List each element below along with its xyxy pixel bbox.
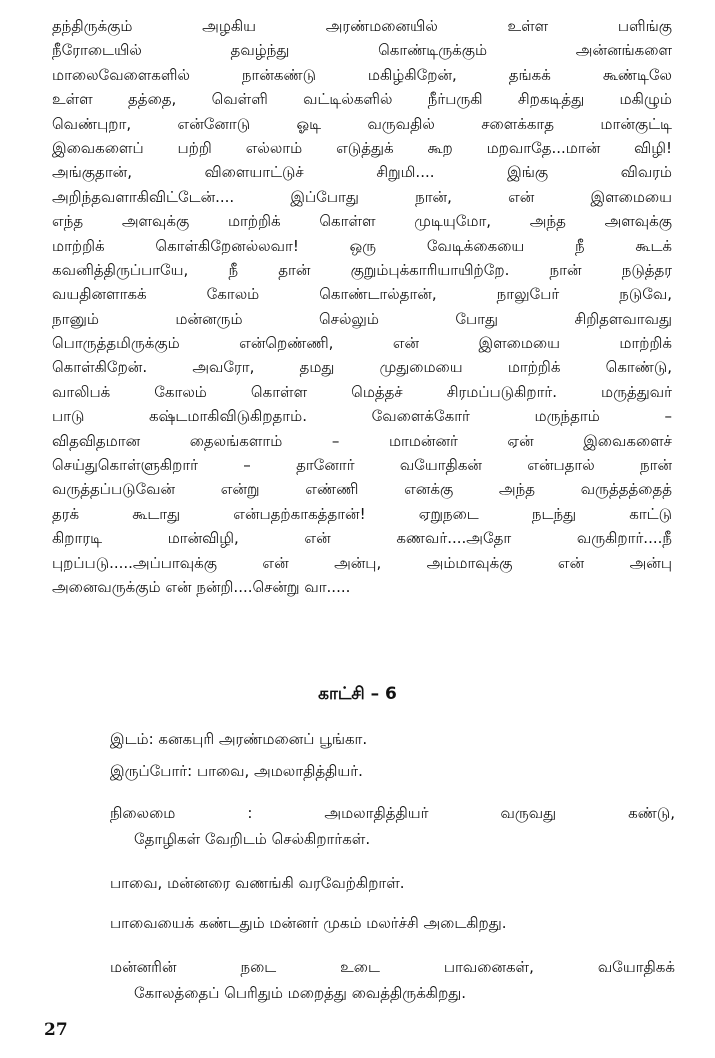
stage-direction-1 (110, 870, 675, 896)
text-line: உள்ள தத்தை, வெள்ளி வட்டில்களில் நீர்பருகி சிறகடித்து மகிழும் (52, 90, 672, 109)
scene-place-text: இடம்: கனகபுரி அரண்மனைப் பூங்கா. (110, 730, 368, 748)
text-line: அனைவருக்கும் என் நன்றி....சென்று வா..... (52, 577, 351, 596)
text-line: நானும் மன்னரும் செல்லும் போது சிறிதளவாவது (52, 309, 672, 328)
stage-direction-2 (110, 910, 675, 936)
stage-direction-3 (110, 954, 675, 1006)
scene-place (110, 726, 675, 752)
text-line: தந்திருக்கும் அழகிய அரண்மனையில் உள்ள பளிங்கு (52, 17, 672, 35)
scene-situation-line: நிலைமை : அமலாதித்தியர் வருவது கண்டு, (110, 804, 675, 822)
text-line: அறிந்தவளாகிவிட்டேன்.... இப்போது நான், என் இளமையை (52, 187, 672, 206)
stage-direction-line: கோலத்தைப் பெரிதும் மறைத்து வைத்திருக்கிறது. (134, 984, 467, 1002)
text-line: எந்த அளவுக்கு மாற்றிக் கொள்ள முடியுமோ, அந்த அளவுக்கு (52, 212, 672, 231)
scene-situation (110, 800, 675, 852)
text-line: வயதினளாகக் கோலம் கொண்டால்தான், நாலுபேர் நடுவே, (52, 285, 672, 304)
text-line: புறப்படு.....அப்பாவுக்கு என் அன்பு, அம்மாவுக்கு என் அன்பு (52, 553, 672, 572)
text-line: வெண்புறா, என்னோடு ஓடி வருவதில் சளைக்காத மான்குட்டி (52, 114, 672, 133)
scene-characters-text: இருப்போர்: பாவை, அமலாதித்தியர். (110, 762, 363, 780)
text-line: பொருத்தமிருக்கும் என்றெண்ணி, என் இளமையை மாற்றிக் (52, 334, 672, 353)
scene-characters (110, 758, 675, 784)
stage-direction-text: பாவை, மன்னரை வணங்கி வரவேற்கிறாள். (110, 874, 405, 892)
page-number: 27 (44, 1020, 68, 1040)
scene-heading: காட்சி – 6 (318, 684, 397, 704)
text-line: பாடு கஷ்டமாகிவிடுகிறதாம். வேளைக்கோர் மருந்தாம் – (52, 407, 672, 426)
text-line: நீரோடையில் தவழ்ந்து கொண்டிருக்கும் அன்னங்களை (52, 41, 672, 60)
text-line: மாற்றிக் கொள்கிறேனல்லவா! ஒரு வேடிக்கையை நீ கூடக் (52, 236, 672, 255)
text-line: கவனித்திருப்பாயே, நீ தான் குறும்புக்காரியாயிற்றே. நான் நடுத்தர (52, 260, 672, 279)
text-line: இவைகளைப் பற்றி எல்லாம் எடுத்துக் கூற மறவாதே...மான் விழி! (52, 138, 672, 157)
scene-situation-line: தோழிகள் வேறிடம் செல்கிறார்கள். (134, 830, 371, 848)
stage-direction-text: பாவையைக் கண்டதும் மன்னர் முகம் மலர்ச்சி அடைகிறது. (110, 914, 507, 932)
stage-direction-line: மன்னரின் நடை உடை பாவனைகள், வயோதிகக் (110, 958, 675, 976)
text-line: தரக் கூடாது என்பதற்காகத்தான்! ஏறுநடை நடந்து காட்டு (52, 504, 672, 523)
text-line: செய்துகொள்ளுகிறார் – தானோர் வயோதிகன் என்பதால் நான் (52, 456, 672, 475)
text-line: வாலிபக் கோலம் கொள்ள மெத்தச் சிரமப்படுகிறார். மருத்துவர் (52, 382, 672, 401)
text-line: மாலைவேளைகளில் நான்கண்டு மகிழ்கிறேன், தங்கக் கூண்டிலே (52, 65, 672, 84)
text-line: அங்குதான், விளையாட்டுச் சிறுமி.... இங்கு விவரம் (52, 163, 672, 182)
text-line: கிறாரடி மான்விழி, என் கணவர்....அதோ வருகிறார்....நீ (52, 529, 672, 548)
prose-paragraph (52, 14, 672, 599)
text-line: விதவிதமான தைலங்களாம் – மாமன்னர் ஏன் இவைகளைச் (52, 431, 672, 450)
text-line: கொள்கிறேன். அவரோ, தமது முதுமையை மாற்றிக் கொண்டு, (52, 358, 672, 377)
text-line: வருத்தப்படுவேன் என்று எண்ணி எனக்கு அந்த வருத்தத்தைத் (52, 480, 672, 499)
